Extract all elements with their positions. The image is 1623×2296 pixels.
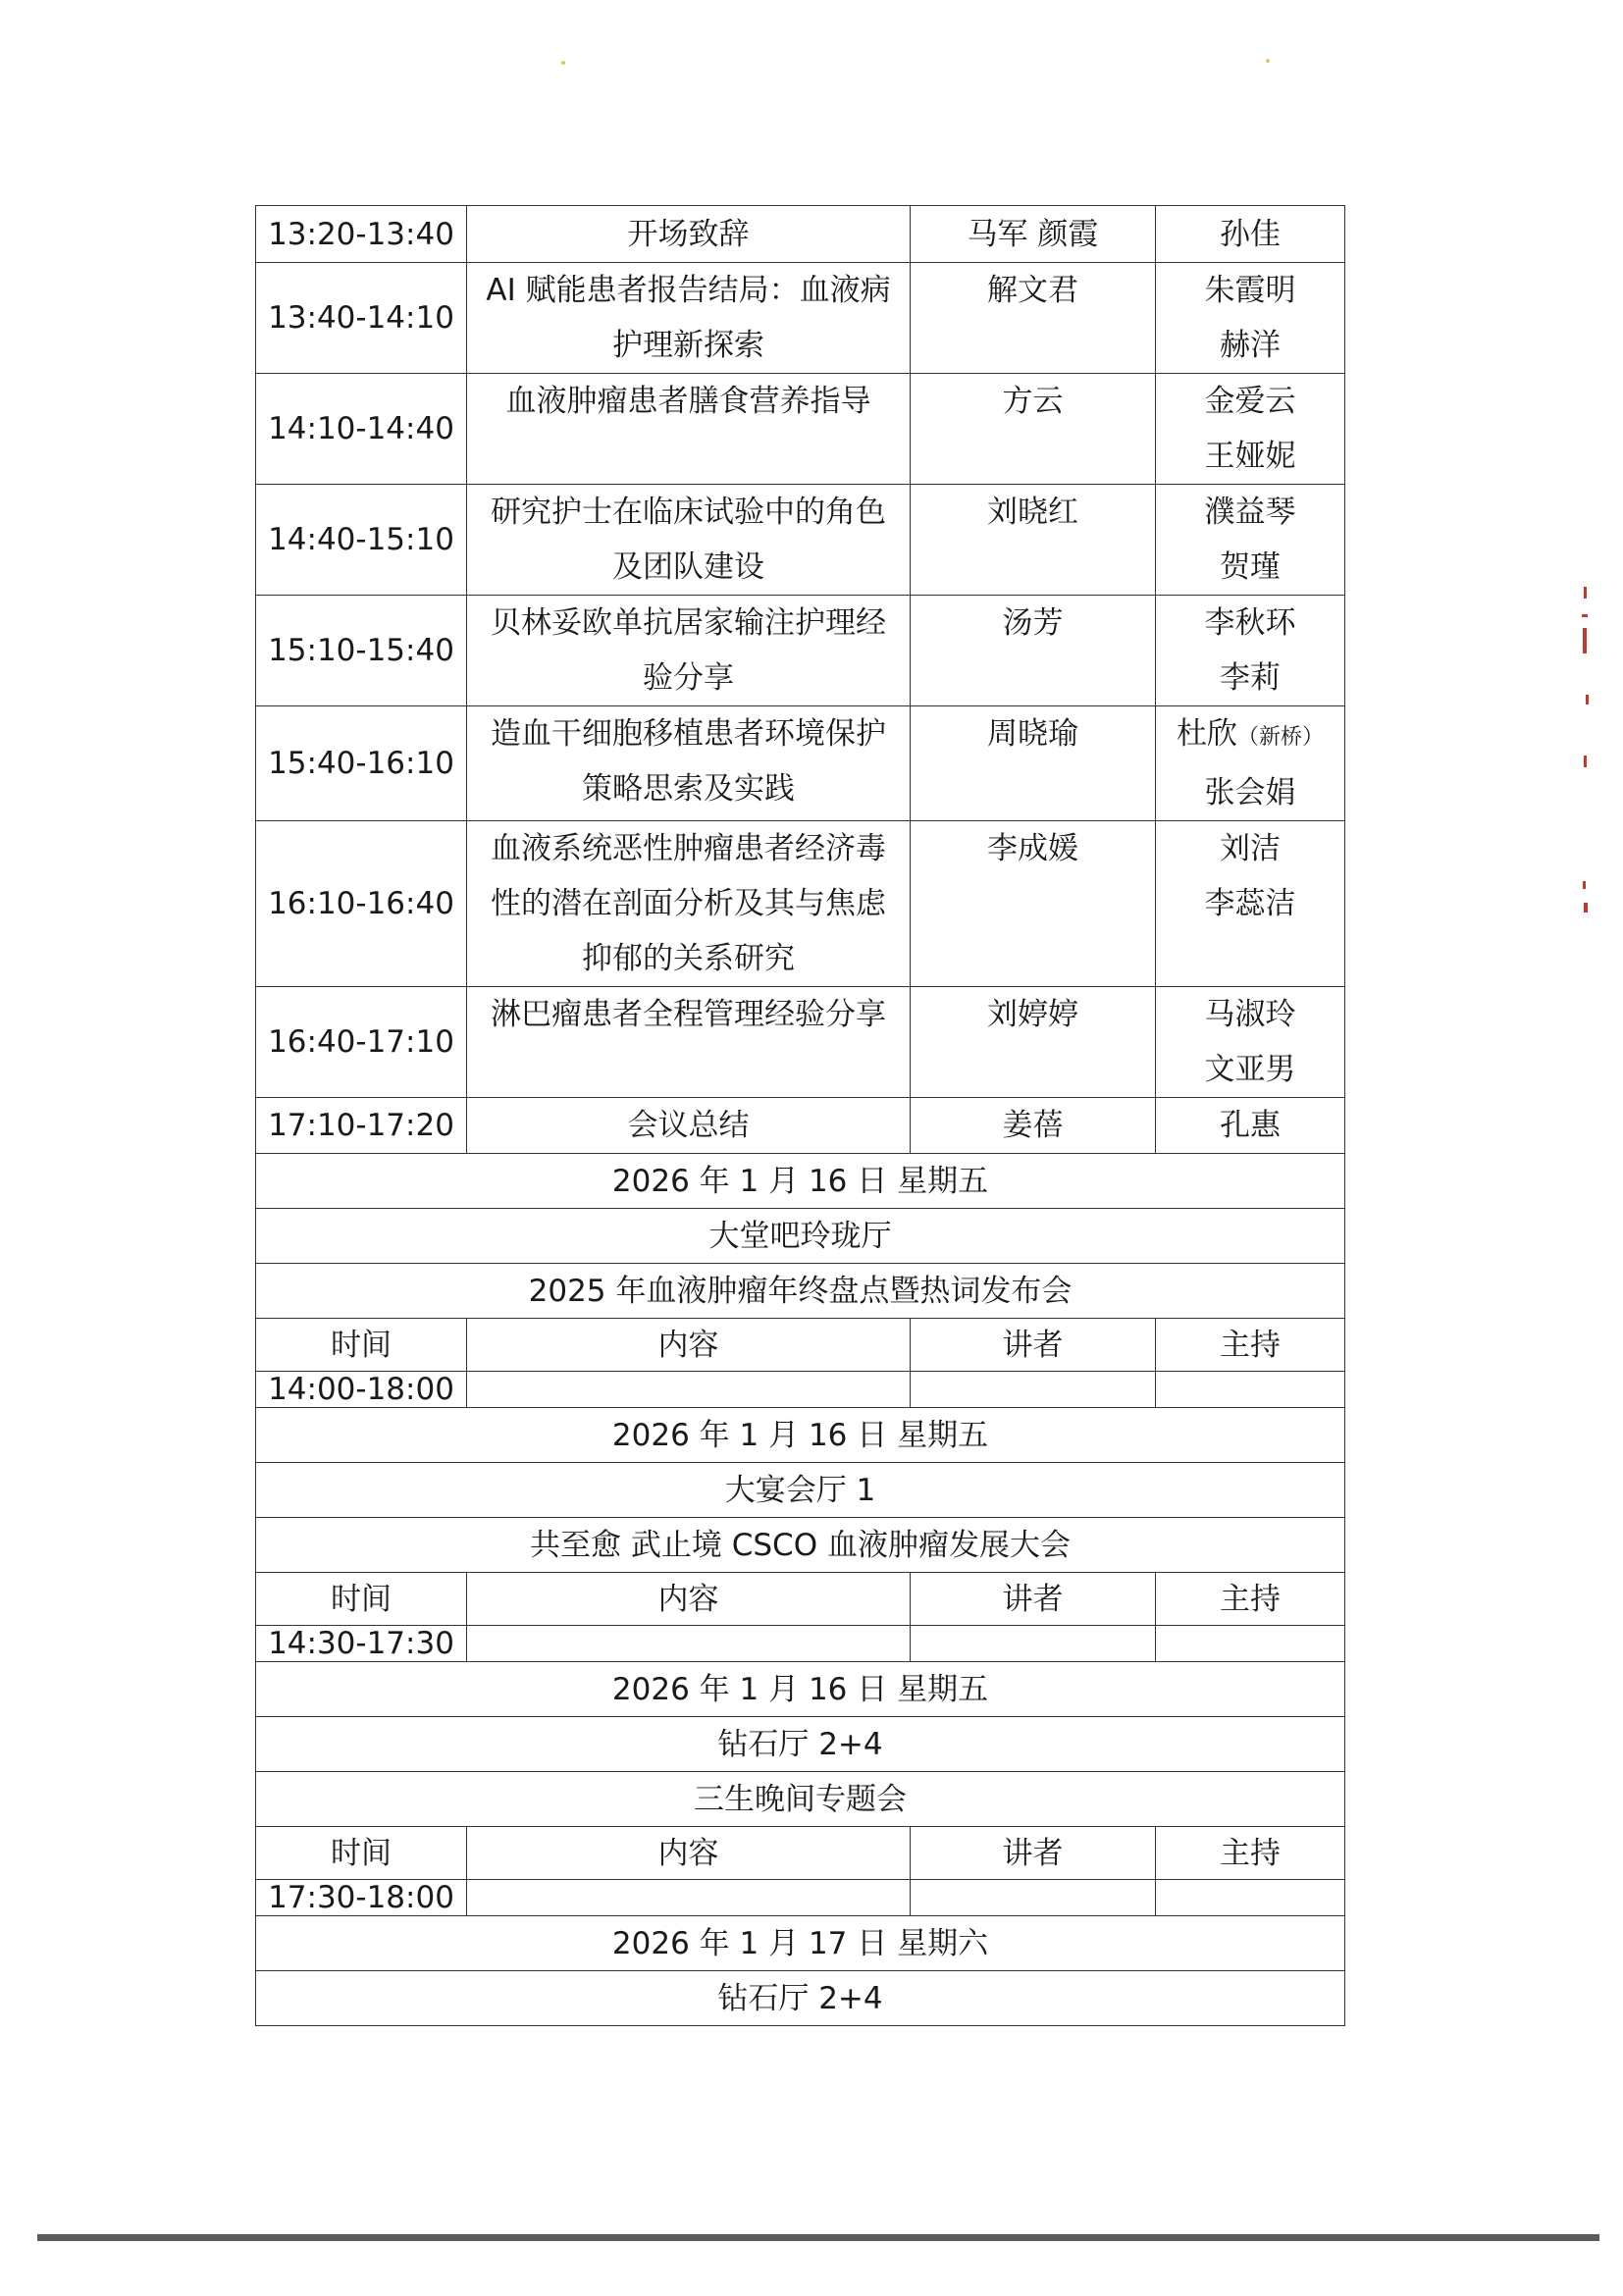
host-name xyxy=(1162,765,1338,820)
host-cell xyxy=(1156,987,1345,1098)
speaker-cell: 李成媛 xyxy=(911,821,1156,987)
empty-cell xyxy=(911,1626,1156,1662)
time-cell: 15:10-15:40 xyxy=(256,596,467,706)
host-name-text: 李莉 xyxy=(1220,660,1281,696)
session-date-row xyxy=(256,1916,1345,1971)
host-name-text: 张会娟 xyxy=(1204,775,1296,810)
session-venue-row xyxy=(256,1971,1345,2026)
session-time-row xyxy=(256,1372,1345,1408)
time-cell: 14:40-15:10 xyxy=(256,485,467,596)
session-venue-row xyxy=(256,1463,1345,1518)
session-date-row xyxy=(256,1154,1345,1209)
time-cell: 14:10-14:40 xyxy=(256,374,467,485)
host-name xyxy=(1162,374,1338,429)
session-venue-row xyxy=(256,1717,1345,1772)
header-speaker: 讲者 xyxy=(911,1827,1156,1880)
time-cell: 17:10-17:20 xyxy=(256,1098,467,1154)
speaker-cell: 方云 xyxy=(911,374,1156,485)
schedule-row xyxy=(256,706,1345,821)
content-cell: 贝林妥欧单抗居家输注护理经验分享 xyxy=(467,596,911,706)
header-content: 内容 xyxy=(467,1573,911,1626)
session-venue: 钻石厅 2+4 xyxy=(256,1717,1345,1772)
content-cell: 会议总结 xyxy=(467,1098,911,1154)
host-name-text: 刘洁 xyxy=(1220,831,1281,866)
empty-cell xyxy=(1156,1372,1345,1408)
host-cell xyxy=(1156,206,1345,263)
content-cell: 血液系统恶性肿瘤患者经济毒性的潜在剖面分析及其与焦虑抑郁的关系研究 xyxy=(467,821,911,987)
content-cell: 淋巴瘤患者全程管理经验分享 xyxy=(467,987,911,1098)
host-name-text: 孔惠 xyxy=(1220,1108,1281,1143)
header-time: 时间 xyxy=(256,1319,467,1372)
speaker-cell: 刘婷婷 xyxy=(911,987,1156,1098)
schedule-row xyxy=(256,987,1345,1098)
header-host: 主持 xyxy=(1156,1827,1345,1880)
time-cell: 16:40-17:10 xyxy=(256,987,467,1098)
empty-cell xyxy=(1156,1626,1345,1662)
time-cell: 16:10-16:40 xyxy=(256,821,467,987)
host-name xyxy=(1162,821,1338,876)
session-venue: 大堂吧玲珑厅 xyxy=(256,1209,1345,1264)
session-title: 2025 年血液肿瘤年终盘点暨热词发布会 xyxy=(256,1264,1345,1319)
session-title-row xyxy=(256,1772,1345,1827)
host-name xyxy=(1162,596,1338,651)
host-name xyxy=(1162,987,1338,1042)
host-name xyxy=(1162,429,1338,484)
host-name-text: 朱霞明 xyxy=(1204,273,1296,308)
host-name xyxy=(1162,318,1338,373)
schedule-row xyxy=(256,485,1345,596)
session-venue: 大宴会厅 1 xyxy=(256,1463,1345,1518)
host-cell xyxy=(1156,485,1345,596)
session-time-row xyxy=(256,1880,1345,1916)
session-title-row xyxy=(256,1518,1345,1573)
host-cell xyxy=(1156,1098,1345,1154)
host-cell xyxy=(1156,596,1345,706)
host-name-text: 王娅妮 xyxy=(1204,439,1296,474)
host-name-text: 贺瑾 xyxy=(1220,549,1281,585)
host-cell xyxy=(1156,706,1345,821)
session-date: 2026 年 1 月 16 日 星期五 xyxy=(256,1408,1345,1463)
host-name xyxy=(1162,263,1338,318)
content-cell: 开场致辞 xyxy=(467,206,911,263)
content-cell: 研究护士在临床试验中的角色及团队建设 xyxy=(467,485,911,596)
schedule-row xyxy=(256,1098,1345,1154)
empty-cell xyxy=(467,1372,911,1408)
session-title: 共至愈 武止境 CSCO 血液肿瘤发展大会 xyxy=(256,1518,1345,1573)
host-name xyxy=(1162,651,1338,705)
time-cell: 13:40-14:10 xyxy=(256,263,467,374)
host-cell xyxy=(1156,263,1345,374)
host-name-text: 孙佳 xyxy=(1220,216,1281,252)
speaker-cell: 姜蓓 xyxy=(911,1098,1156,1154)
speaker-cell: 汤芳 xyxy=(911,596,1156,706)
session-date: 2026 年 1 月 17 日 星期六 xyxy=(256,1916,1345,1971)
header-row xyxy=(256,1573,1345,1626)
speaker-cell: 刘晓红 xyxy=(911,485,1156,596)
empty-cell xyxy=(1156,1880,1345,1916)
host-name xyxy=(1162,1098,1338,1153)
host-name-text: 李蕊洁 xyxy=(1204,886,1296,921)
host-name xyxy=(1162,207,1338,262)
host-name xyxy=(1162,485,1338,540)
session-title-row xyxy=(256,1264,1345,1319)
schedule-row xyxy=(256,374,1345,485)
session-time: 14:30-17:30 xyxy=(256,1626,467,1662)
scan-speck xyxy=(561,61,565,65)
time-cell: 15:40-16:10 xyxy=(256,706,467,821)
host-name xyxy=(1162,876,1338,931)
header-host: 主持 xyxy=(1156,1319,1345,1372)
empty-cell xyxy=(467,1626,911,1662)
schedule-row xyxy=(256,206,1345,263)
host-name-text: 赫洋 xyxy=(1220,328,1281,363)
host-name-text: 金爱云 xyxy=(1204,384,1296,419)
header-row xyxy=(256,1827,1345,1880)
header-host: 主持 xyxy=(1156,1573,1345,1626)
header-content: 内容 xyxy=(467,1827,911,1880)
host-name-text: 李秋环 xyxy=(1204,605,1296,641)
header-speaker: 讲者 xyxy=(911,1319,1156,1372)
content-cell: 血液肿瘤患者膳食营养指导 xyxy=(467,374,911,485)
margin-marks xyxy=(1578,587,1597,920)
schedule-table xyxy=(255,205,1345,2026)
speaker-cell: 马军 颜霞 xyxy=(911,206,1156,263)
schedule-row xyxy=(256,263,1345,374)
session-time-row xyxy=(256,1626,1345,1662)
header-row xyxy=(256,1319,1345,1372)
host-name xyxy=(1162,1042,1338,1097)
empty-cell xyxy=(911,1372,1156,1408)
host-name-text: 文亚男 xyxy=(1204,1052,1296,1087)
empty-cell xyxy=(467,1880,911,1916)
schedule-row xyxy=(256,596,1345,706)
session-date-row xyxy=(256,1408,1345,1463)
session-time: 17:30-18:00 xyxy=(256,1880,467,1916)
session-time: 14:00-18:00 xyxy=(256,1372,467,1408)
host-note: （新桥） xyxy=(1236,725,1324,750)
content-cell: 造血干细胞移植患者环境保护策略思索及实践 xyxy=(467,706,911,821)
time-cell: 13:20-13:40 xyxy=(256,206,467,263)
schedule-row xyxy=(256,821,1345,987)
bottom-rule xyxy=(37,2234,1599,2241)
host-name-text: 马淑玲 xyxy=(1204,997,1296,1032)
header-time: 时间 xyxy=(256,1827,467,1880)
session-title: 三生晚间专题会 xyxy=(256,1772,1345,1827)
host-name xyxy=(1162,706,1338,765)
content-cell: AI 赋能患者报告结局：血液病护理新探索 xyxy=(467,263,911,374)
empty-cell xyxy=(911,1880,1156,1916)
session-date: 2026 年 1 月 16 日 星期五 xyxy=(256,1154,1345,1209)
session-venue-row xyxy=(256,1209,1345,1264)
session-venue: 钻石厅 2+4 xyxy=(256,1971,1345,2026)
header-time: 时间 xyxy=(256,1573,467,1626)
host-name-text: 杜欣 xyxy=(1176,716,1237,752)
header-content: 内容 xyxy=(467,1319,911,1372)
host-name xyxy=(1162,540,1338,595)
scan-speck xyxy=(1266,59,1270,63)
speaker-cell: 解文君 xyxy=(911,263,1156,374)
header-speaker: 讲者 xyxy=(911,1573,1156,1626)
session-date-row xyxy=(256,1662,1345,1717)
host-cell xyxy=(1156,374,1345,485)
session-date: 2026 年 1 月 16 日 星期五 xyxy=(256,1662,1345,1717)
host-name-text: 濮益琴 xyxy=(1204,495,1296,530)
host-cell xyxy=(1156,821,1345,987)
schedule-body xyxy=(256,206,1345,2026)
speaker-cell: 周晓瑜 xyxy=(911,706,1156,821)
